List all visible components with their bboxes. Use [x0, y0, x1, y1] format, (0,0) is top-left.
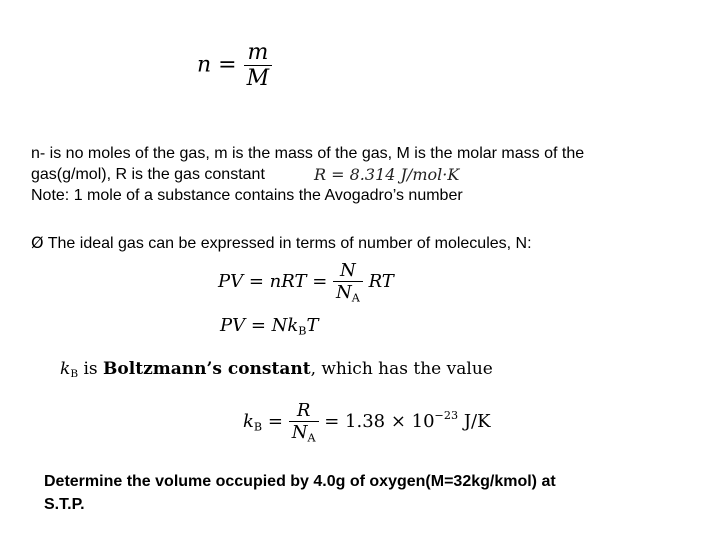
kb-exponent: −23: [434, 408, 459, 422]
equation-kb-value: [243, 400, 491, 444]
k-symbol: k: [243, 411, 254, 433]
eq-pv1-tail: RT: [368, 271, 394, 293]
arrow-bullet-icon: Ø: [31, 233, 44, 252]
numerator: m: [247, 40, 269, 65]
eq-pv2-tail: T: [306, 315, 319, 336]
paragraph-line-1: n- is no moles of the gas, m is the mass of the gas, M is the molar mass of the: [31, 145, 585, 162]
boltzmann-line: [60, 359, 493, 380]
boltzmann-term: Boltzmann’s constant: [103, 359, 311, 379]
boltzmann-rest: , which has the value: [310, 359, 493, 379]
fraction-m-over-M: [244, 40, 273, 91]
gas-constant-value: R = 8.314 J/mol·K: [314, 165, 460, 184]
bullet-text: The ideal gas can be expressed in terms of number of molecules, N:: [47, 235, 532, 252]
bullet-line: [31, 233, 532, 253]
denominator: [289, 421, 319, 444]
eq-pv1-lhs: PV = nRT =: [218, 271, 328, 293]
k-symbol: k: [60, 359, 71, 379]
denominator: [333, 281, 363, 304]
eq-pv2-main: PV = Nk: [220, 315, 299, 336]
k-sub: B: [70, 368, 79, 381]
fraction-n-over-na: [333, 260, 363, 304]
den-sub: A: [351, 291, 360, 305]
fraction-r-over-na: [289, 400, 319, 444]
equation-pv-nrt: [218, 260, 394, 304]
eq-equals: =: [267, 411, 283, 433]
k-sub: B: [253, 420, 263, 434]
is-word: is: [83, 359, 98, 379]
kb-value: = 1.38 × 10: [324, 411, 435, 433]
note-line: Note: 1 mole of a substance contains the Avogadro’s number: [31, 187, 463, 204]
den-base: N: [291, 422, 308, 443]
denominator: M: [244, 65, 273, 91]
paragraph-line-2: gas(g/mol), R is the gas constant: [31, 166, 265, 183]
eq-equals: =: [218, 52, 237, 78]
question-line-1: Determine the volume occupied by 4.0g of oxygen(M=32kg/kmol) at: [44, 473, 556, 490]
equation-pv-nkt: [220, 315, 319, 337]
eq-pv2-sub: B: [298, 324, 307, 338]
den-base: N: [336, 282, 352, 303]
equation-moles: [197, 40, 272, 91]
kb-unit: J/K: [463, 411, 491, 433]
eq-lhs: n: [197, 52, 212, 78]
numerator: R: [296, 400, 311, 421]
question-line-2: S.T.P.: [44, 496, 85, 513]
den-sub: A: [307, 431, 316, 445]
numerator: N: [340, 260, 356, 281]
